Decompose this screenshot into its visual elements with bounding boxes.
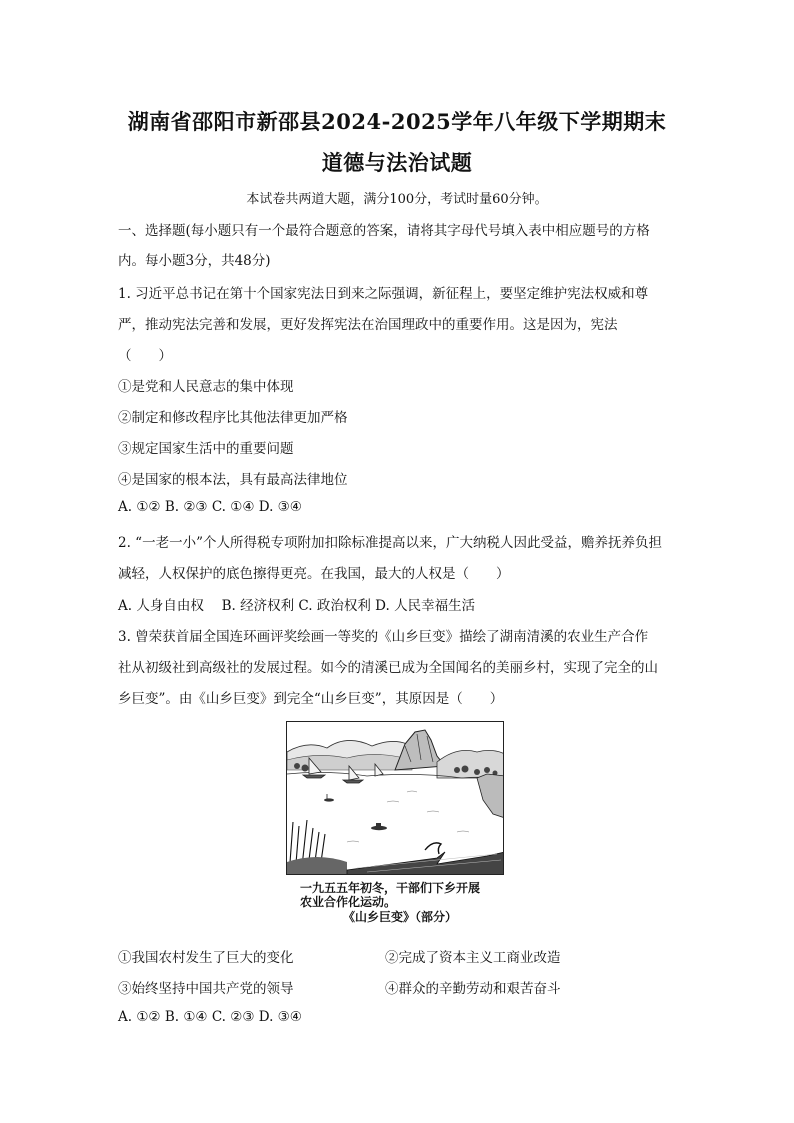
shanxiang-jubian-illustration <box>286 721 504 875</box>
q3-stem-line1: 3. 曾荣获首届全国连环画评奖绘画一等奖的《山乡巨变》描绘了湖南清溪的农业生产合作 <box>118 629 649 645</box>
section1-heading-line2: 内。每小题3分，共48分) <box>118 253 271 269</box>
q1-options: A. ①② B. ②③ C. ①④ D. ③④ <box>118 499 302 515</box>
landscape-drawing <box>287 722 504 875</box>
q1-statement-1: ①是党和人民意志的集中体现 <box>118 379 294 395</box>
q3-statement-2: ②完成了资本主义工商业改造 <box>385 950 561 966</box>
q1-stem-line3: （ ） <box>118 348 172 364</box>
figure-caption-line2: 农业合作化运动。 <box>300 895 397 909</box>
q3-stem-line2: 社从初级社到高级社的发展过程。如今的清溪已成为全国闻名的美丽乡村，实现了完全的山 <box>118 660 658 676</box>
q3-statement-1: ①我国农村发生了巨大的变化 <box>118 950 294 966</box>
q1-statement-2: ②制定和修改程序比其他法律更加严格 <box>118 410 348 426</box>
section1-heading-line1: 一、选择题(每小题只有一个最符合题意的答案，请将其字母代号填入表中相应题号的方格 <box>118 223 650 239</box>
exam-info: 本试卷共两道大题，满分100分，考试时量60分钟。 <box>246 192 548 207</box>
q1-statement-3: ③规定国家生活中的重要问题 <box>118 441 294 457</box>
exam-title-line2: 道德与法治试题 <box>321 150 473 175</box>
q1-statement-4: ④是国家的根本法，具有最高法律地位 <box>118 472 348 488</box>
q2-options: A. 人身自由权 B. 经济权利 C. 政治权利 D. 人民幸福生活 <box>118 598 476 614</box>
q1-stem-line1: 1. 习近平总书记在第十个国家宪法日到来之际强调，新征程上，要坚定维护宪法权威和尊 <box>118 286 649 302</box>
figure-caption-title: 《山乡巨变》（部分） <box>343 910 458 924</box>
q2-stem-line2: 减轻，人权保护的底色擦得更亮。在我国，最大的人权是（ ） <box>118 566 510 582</box>
q3-statement-4: ④群众的辛勤劳动和艰苦奋斗 <box>385 981 561 997</box>
q3-options: A. ①② B. ①④ C. ②③ D. ③④ <box>118 1009 302 1025</box>
q3-stem-line3: 乡巨变”。由《山乡巨变》到完全“山乡巨变”，其原因是（ ） <box>118 691 504 707</box>
exam-title-line1: 湖南省邵阳市新邵县2024-2025学年八年级下学期期末 <box>127 109 667 134</box>
q3-statement-3: ③始终坚持中国共产党的领导 <box>118 981 294 997</box>
q1-stem-line2: 严，推动宪法完善和发展，更好发挥宪法在治国理政中的重要作用。这是因为，宪法 <box>118 317 618 333</box>
figure-caption-line1: 一九五五年初冬，干部们下乡开展 <box>300 881 481 895</box>
q2-stem-line1: 2. “一老一小”个人所得税专项附加扣除标准提高以来，广大纳税人因此受益，赡养抚养负担 <box>118 535 662 551</box>
